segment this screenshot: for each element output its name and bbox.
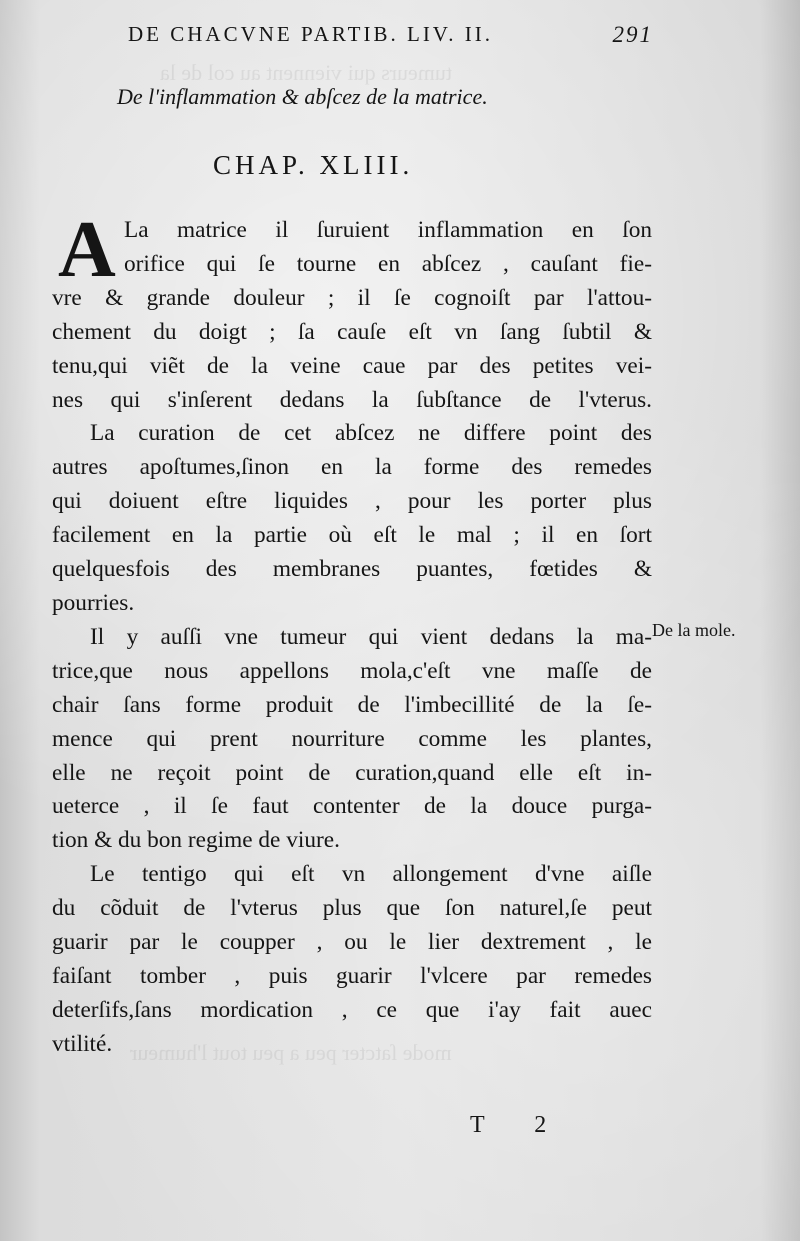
text-line: qui doiuent eſtre liquides , pour les porter plus <box>52 488 652 515</box>
show-through-text-lower: mode ſatcter peu a peu tout l'humeur <box>130 1040 452 1065</box>
chapter-heading: De l'inflammation & abſcez de la matrice. <box>117 84 488 109</box>
drop-cap: A <box>58 206 116 294</box>
text-line: elle ne reçoit point de curation,quand elle eſt in- <box>52 759 652 786</box>
text-line: tion & du bon regime de viure. <box>52 827 340 854</box>
text-line: La matrice il ſuruient inflammation en ſon <box>124 217 652 243</box>
text-line: orifice qui ſe tourne en abſcez , cauſant fie- <box>124 250 652 277</box>
text-line: quelquesfois des membranes puantes, fœtides & <box>52 556 652 583</box>
text-line: La curation de cet abſcez ne differe point des <box>90 420 652 447</box>
text-line: chement du doigt ; ſa cauſe eſt vn ſang ſubtil & <box>52 318 652 345</box>
chapter-number: CHAP. XLIII. <box>213 150 414 180</box>
signature-mark: T 2 <box>470 1112 569 1138</box>
text-line: pourries. <box>52 589 135 616</box>
running-head <box>128 22 653 47</box>
margin-note: De la mole. <box>652 620 736 640</box>
text-line: chair ſans forme produit de l'imbecillité de la ſe- <box>52 691 652 718</box>
text-line: tenu,qui viẽt de la veine caue par des petites vei- <box>52 352 652 379</box>
text-line: nes qui s'inſerent dedans la ſubſtance de l'vterus. <box>52 386 652 413</box>
text-line: facilement en la partie où eſt le mal ; il en ſort <box>52 522 652 549</box>
text-line: guarir par le coupper , ou le lier dextrement , le <box>52 929 652 956</box>
text-line: Il y auſſi vne tumeur qui vient dedans la ma- <box>90 623 652 650</box>
text-line: du cõduit de l'vterus plus que ſon naturel,ſe peut <box>52 895 652 922</box>
page-number: 291 <box>612 22 653 47</box>
body-text <box>52 206 652 1062</box>
text-line: deterſifs,ſans mordication , ce que i'ay fait auec <box>52 996 652 1023</box>
text-line: trice,que nous appellons mola,c'eſt vne maſſe de <box>52 657 652 684</box>
text-line: mence qui prent nourriture comme les plantes, <box>52 725 652 752</box>
text-line: autres apoſtumes,ſinon en la forme des remedes <box>52 454 652 481</box>
text-line: vre & grande douleur ; il ſe cognoiſt par l'attou- <box>52 284 652 311</box>
text-line: ueterce , il ſe faut contenter de la douce purga- <box>52 793 652 820</box>
running-head-title: DE CHACVNE PARTIB. LIV. II. <box>128 22 494 46</box>
text-line: Le tentigo qui eſt vn allongement d'vne aiſle <box>90 861 652 888</box>
text-line: faiſant tomber , puis guarir l'vlcere par remedes <box>52 962 652 989</box>
show-through-text: tumeurs qui viennent au col de la <box>160 60 453 85</box>
text-line: vtilité. <box>52 1030 113 1057</box>
